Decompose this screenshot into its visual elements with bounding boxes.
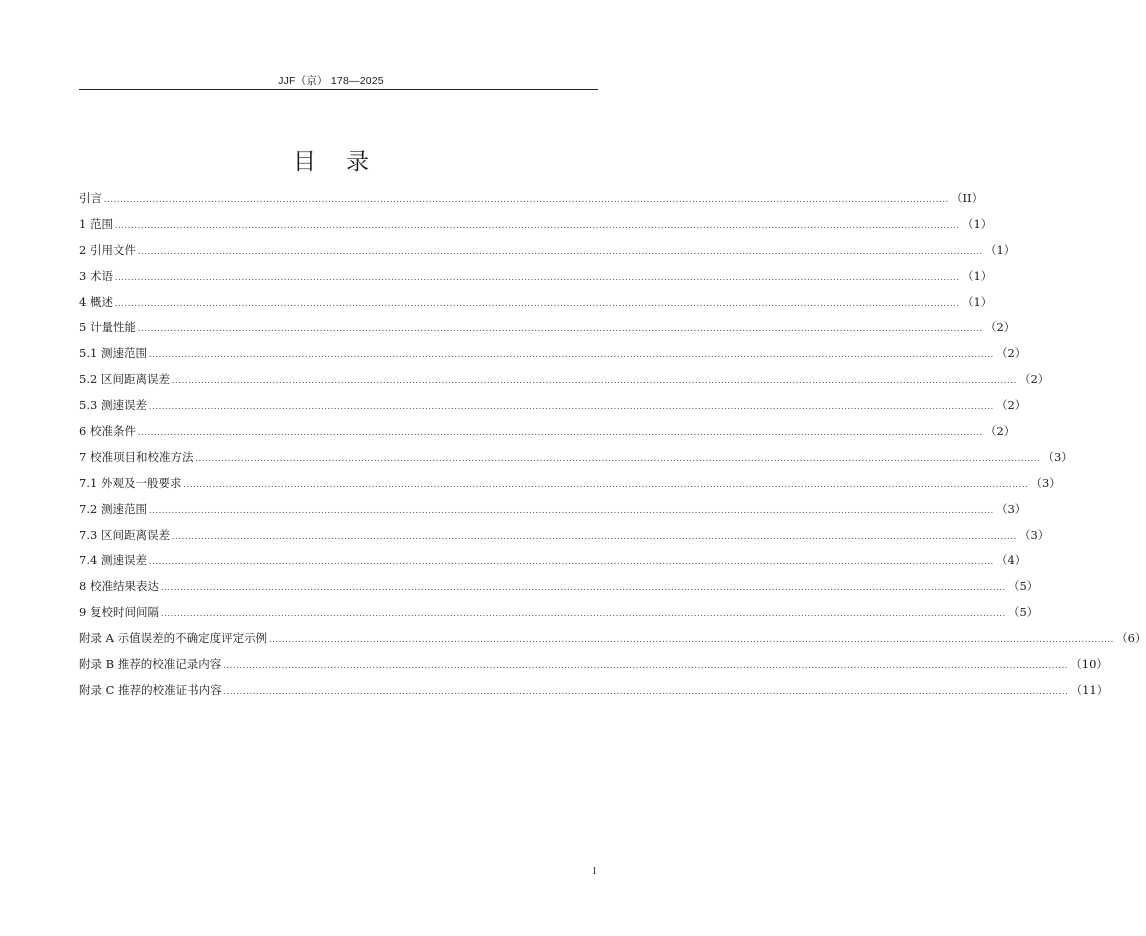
toc-leader: .................................................................................................................................................................................................................................................................... [171, 375, 1017, 386]
page-title: 目录 [293, 149, 399, 175]
toc-entry[interactable] [79, 501, 1027, 527]
toc-entry[interactable] [79, 190, 984, 216]
toc-leader: .................................................................................................................................................................................................................................................................... [223, 660, 1069, 671]
toc-entry-page: （2） [995, 346, 1027, 361]
toc-entry-label: 5.2 区间距离误差 [79, 372, 170, 387]
toc-leader: .................................................................................................................................................................................................................................................................... [114, 271, 960, 282]
toc-leader: .................................................................................................................................................................................................................................................................... [148, 504, 994, 515]
toc-entry-page: （11） [1070, 682, 1109, 697]
toc-leader: .................................................................................................................................................................................................................................................................... [114, 219, 960, 230]
toc-entry[interactable] [79, 604, 1039, 630]
toc-entry[interactable] [79, 475, 1061, 501]
toc-leader: .................................................................................................................................................................................................................................................................... [104, 194, 949, 204]
toc-entry-label: 附录 A 示值误差的不确定度评定示例 [79, 631, 268, 646]
toc-leader: .................................................................................................................................................................................................................................................................... [160, 608, 1006, 619]
toc-leader: .................................................................................................................................................................................................................................................................... [195, 452, 1041, 463]
toc-entry-label: 6 校准条件 [79, 424, 136, 439]
toc-entry-label: 7.1 外观及一般要求 [79, 475, 182, 490]
toc-entry-label: 7.3 区间距离误差 [79, 527, 170, 542]
toc-entry-label: 2 引用文件 [79, 242, 136, 257]
toc-entry[interactable] [79, 682, 1109, 708]
toc-entry-page: （5） [1007, 579, 1039, 594]
toc-entry-page: （3） [995, 501, 1027, 516]
toc-leader: .................................................................................................................................................................................................................................................................... [148, 349, 994, 360]
toc-entry[interactable] [79, 397, 1027, 423]
toc-entry-page: （3） [1030, 475, 1061, 490]
toc-entry-label: 5.3 测速误差 [79, 398, 147, 413]
toc-entry-page: （3） [1042, 449, 1073, 464]
toc-entry[interactable] [79, 371, 1050, 397]
toc-entry-label: 附录 B 推荐的校准记录内容 [79, 657, 222, 672]
toc-entry-label: 1 范围 [79, 216, 113, 231]
toc-entry[interactable] [79, 423, 1016, 449]
toc-entry[interactable] [79, 345, 1027, 371]
toc-leader: .................................................................................................................................................................................................................................................................... [137, 427, 983, 438]
toc-entry-page: （1） [984, 242, 1016, 257]
toc-leader: .................................................................................................................................................................................................................................................................... [269, 634, 1115, 645]
toc-entry-label: 7.4 测速误差 [79, 553, 147, 568]
toc-leader: .................................................................................................................................................................................................................................................................... [223, 685, 1069, 696]
toc-entry[interactable] [79, 578, 1039, 604]
table-of-contents [79, 190, 1146, 708]
toc-entry[interactable] [79, 242, 1016, 268]
toc-entry-page: （3） [1018, 527, 1050, 542]
toc-entry-page: （1） [961, 216, 993, 231]
toc-entry-label: 3 术语 [79, 268, 113, 283]
toc-leader: .................................................................................................................................................................................................................................................................... [160, 582, 1006, 593]
toc-entry-label: 7 校准项目和校准方法 [79, 449, 194, 464]
toc-entry-page: （4） [995, 553, 1027, 568]
toc-leader: .................................................................................................................................................................................................................................................................... [148, 556, 994, 567]
toc-entry-page: （2） [984, 424, 1016, 439]
toc-leader: .................................................................................................................................................................................................................................................................... [171, 530, 1017, 541]
page-number: 1 [592, 866, 597, 877]
toc-entry-page: （5） [1007, 605, 1039, 620]
toc-entry-label: 5.1 测速范围 [79, 346, 147, 361]
toc-entry-label: 8 校准结果表达 [79, 579, 159, 594]
toc-leader: .................................................................................................................................................................................................................................................................... [137, 245, 983, 256]
toc-entry-page: （1） [961, 294, 993, 309]
toc-entry[interactable] [79, 656, 1108, 682]
toc-entry-label: 4 概述 [79, 294, 113, 309]
toc-entry[interactable] [79, 319, 1016, 345]
toc-entry-label: 附录 C 推荐的校准证书内容 [79, 682, 222, 697]
toc-entry-page: （6） [1116, 631, 1146, 646]
toc-entry[interactable] [79, 268, 993, 294]
toc-entry-label: 9 复校时间间隔 [79, 605, 159, 620]
toc-entry-label: 7.2 测速范围 [79, 501, 147, 516]
toc-entry-page: （1） [961, 268, 993, 283]
toc-leader: .................................................................................................................................................................................................................................................................... [148, 401, 994, 412]
toc-leader: .................................................................................................................................................................................................................................................................... [114, 297, 960, 308]
toc-entry-page: （2） [995, 398, 1027, 413]
toc-leader: .................................................................................................................................................................................................................................................................... [137, 323, 983, 334]
toc-leader: .................................................................................................................................................................................................................................................................... [183, 478, 1029, 489]
toc-entry-page: （10） [1070, 657, 1108, 672]
toc-entry[interactable] [79, 449, 1073, 475]
toc-entry-page: （2） [1018, 372, 1050, 387]
toc-entry-label: 引言 [79, 191, 102, 205]
header-rule [79, 89, 598, 90]
toc-entry[interactable] [79, 630, 1146, 656]
toc-entry[interactable] [79, 527, 1050, 553]
toc-entry-page: （II） [951, 191, 984, 205]
toc-entry[interactable] [79, 552, 1027, 578]
toc-entry[interactable] [79, 294, 993, 320]
toc-entry-page: （2） [984, 320, 1016, 335]
document-header: JJF（京） 178—2025 [278, 75, 384, 87]
toc-entry[interactable] [79, 216, 993, 242]
toc-entry-label: 5 计量性能 [79, 320, 136, 335]
